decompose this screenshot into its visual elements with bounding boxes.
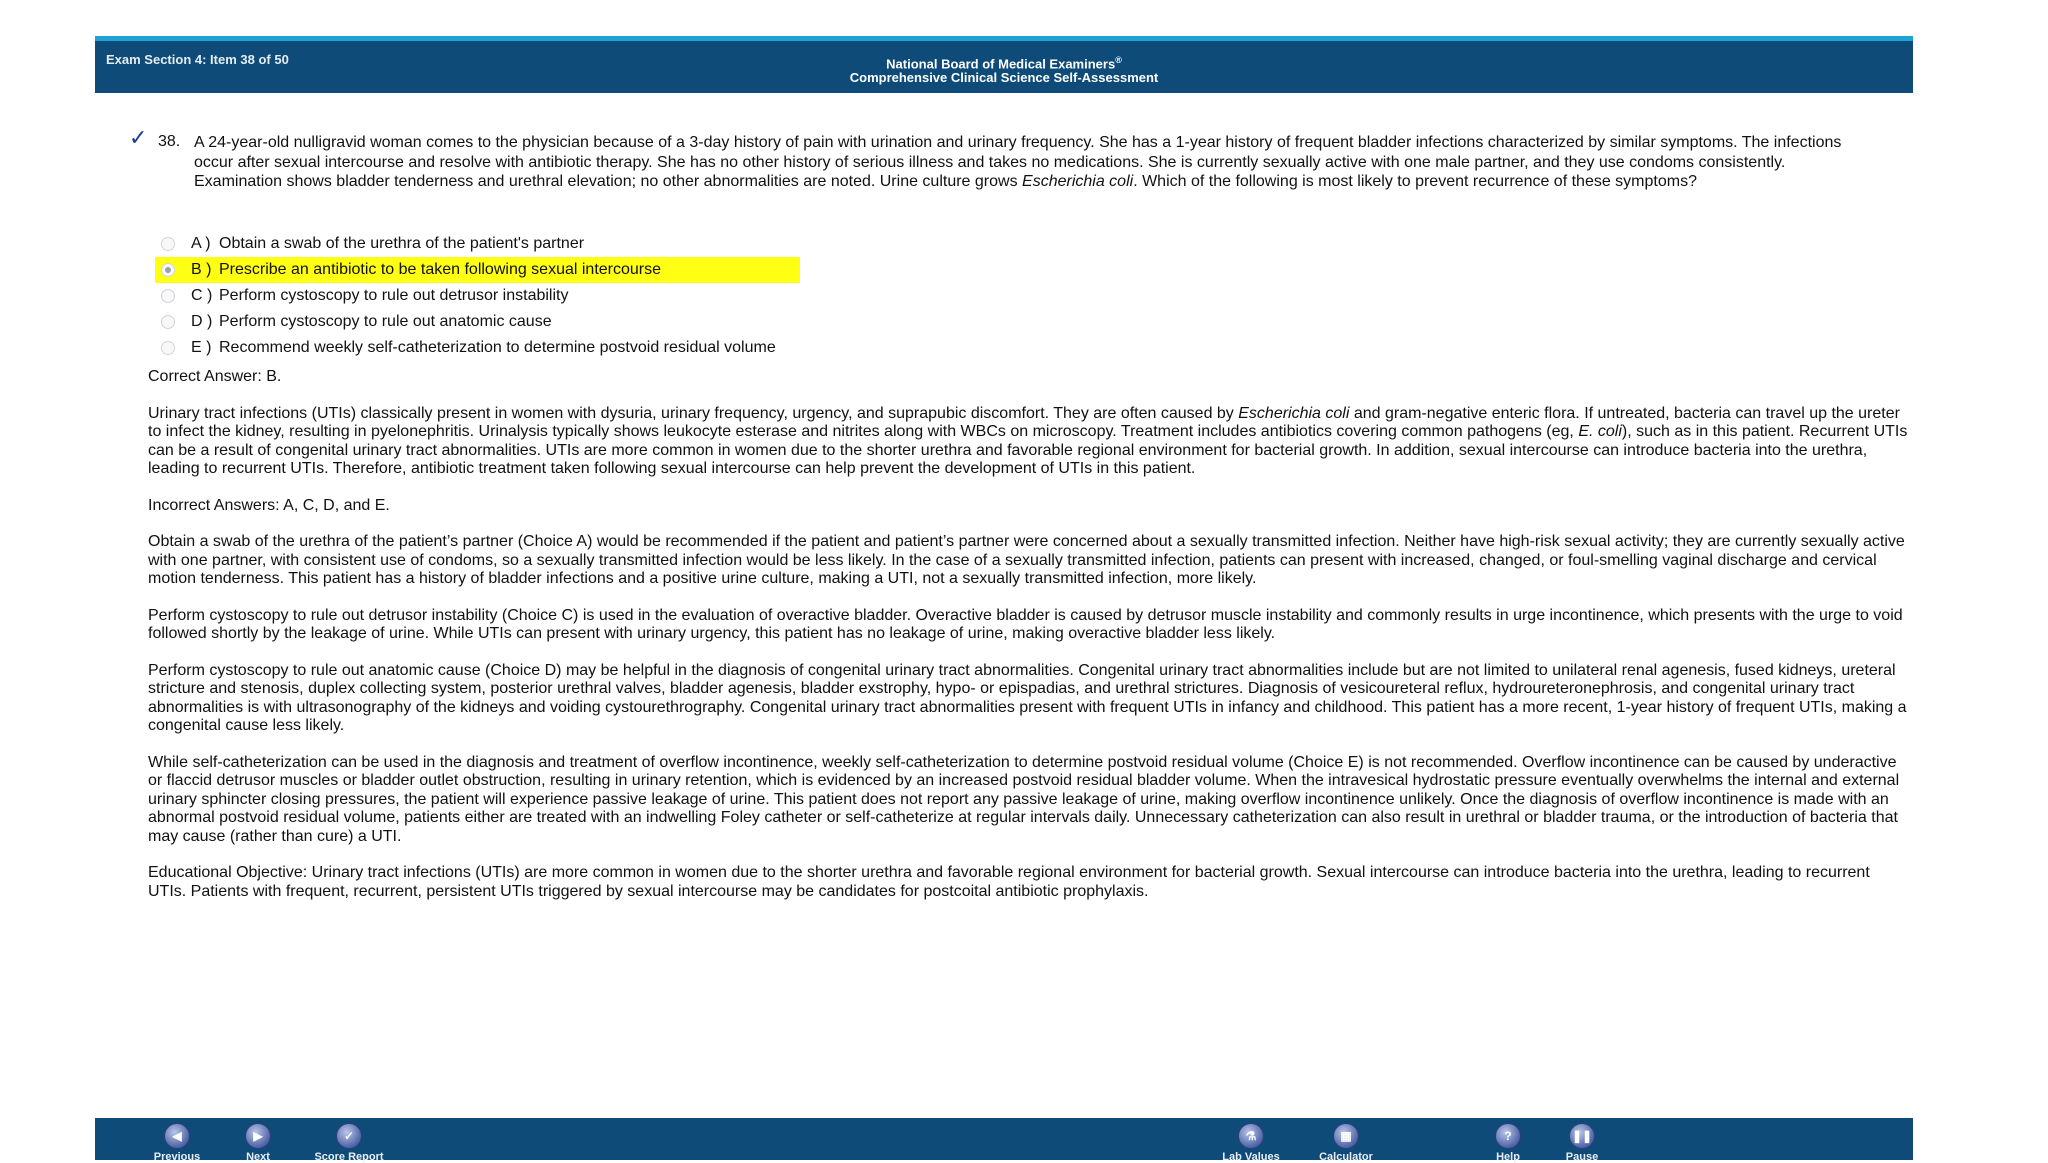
stem-text: A 24-year-old nulligravid woman comes to the physician because of a 3-day history of pain with urination and urinary frequency. She has a 1-year history of frequent bladder infections characterized by similar symptoms. The infections occur after sexual intercourse and resolve with antibiotic therapy. She has no other history of serious illness and takes no medications. She is currently sexually active with one male partner, and they use condoms consistently. Examination shows bladder tenderness and urethral elevation; no other abnormalities are noted. Urine culture grows <box>194 134 1842 190</box>
lab-values-label: Lab Values <box>1222 1151 1280 1163</box>
choice-letter: D ) <box>191 313 213 330</box>
choice-a-explanation: Obtain a swab of the urethra of the patient’s partner (Choice A) would be recommended if the patient and patient’s partner were concerned about a sexually transmitted infection. Neither have high-risk sexual activity; they are currently sexually active with one partner, with consistent use of condoms, so a sexually transmitted infection would be less likely. In the case of a sexually transmitted infection, patients can present with increased, changed, or foul-smelling vaginal discharge and cervical motion tenderness. This patient has a history of bladder infections and a positive urine culture, making a UTI, not a sexually transmitted infection, more likely. <box>148 533 1905 587</box>
previous-label: Previous <box>153 1151 201 1163</box>
exam-header <box>95 36 1913 93</box>
pause-button[interactable] <box>1542 1123 1622 1163</box>
question-number: 38. <box>158 133 181 150</box>
explanation-text: ), such as in this patient. Recurrent UTIs can be a result of congenital urinary tract abnormalities. UTIs are more common in women due to the shorter urethra and favorable regional environment for bacterial growth. In addition, sexual intercourse can introduce bacteria into the urethra, leading to recurrent UTIs. Therefore, antibiotic treatment taken following sexual intercourse can help prevent the development of UTIs in this patient. <box>148 423 1908 477</box>
next-label: Next <box>246 1151 270 1163</box>
choice-letter: A ) <box>191 235 211 252</box>
organism-abbrev: E. coli <box>1578 423 1622 440</box>
incorrect-answers: Incorrect Answers: A, C, D, and E. <box>148 496 390 514</box>
choice-e-explanation: While self-catheterization can be used in the diagnosis and treatment of overflow incontinence, weekly self-catheterization to determine postvoid residual volume (Choice E) is not recommended. Overflow incontinence can be caused by underactive or flaccid detrusor muscles or bladder outlet obstruction, resulting in urinary retention, which is evidenced by an increased postvoid residual bladder volume. When the intravesical hydrostatic pressure eventually overwhelms the internal and external urinary sphincter closing pressures, the patient will experience passive leakage of urine. This patient does not report any passive leakage of urine, making overflow incontinence unlikely. Once the diagnosis of overflow incontinence is made with an abnormal postvoid residual volume, patients either are treated with an indwelling Foley catheter or self-catheterize at regular intervals daily. Unnecessary catheterization can also result in urethral or bladder trauma, or the introduction of bacteria that may cause (rather than cure) a UTI. <box>148 753 1900 845</box>
board-title <box>95 53 1913 71</box>
choice-e[interactable] <box>155 335 915 361</box>
flask-icon: ⚗ <box>1238 1123 1264 1149</box>
organism-name: Escherichia coli <box>1238 404 1350 422</box>
calculator-button[interactable] <box>1306 1123 1386 1163</box>
radio-a[interactable] <box>161 237 175 251</box>
choice-text: Prescribe an antibiotic to be taken following sexual intercourse <box>219 261 662 278</box>
help-button[interactable] <box>1468 1123 1548 1163</box>
score-report-button[interactable] <box>309 1123 389 1163</box>
choice-letter: E ) <box>191 339 212 356</box>
board-name: National Board of Medical Examiners <box>886 56 1116 72</box>
choice-a[interactable] <box>155 231 915 257</box>
registered-mark: ® <box>1115 55 1122 65</box>
calculator-icon: ▦ <box>1333 1123 1359 1149</box>
arrow-right-icon: ▶ <box>245 1123 271 1149</box>
check-icon: ✓ <box>336 1123 362 1149</box>
choice-c[interactable] <box>155 283 915 309</box>
explanation-text: Urinary tract infections (UTIs) classically present in women with dysuria, urinary frequency, urgency, and suprapubic discomfort. They are often caused by <box>148 404 1239 422</box>
arrow-left-icon: ◀ <box>164 1123 190 1149</box>
score-report-label: Score Report <box>314 1151 384 1163</box>
section-indicator: Exam Section 4: Item 38 of 50 <box>106 52 289 67</box>
radio-b[interactable] <box>161 263 175 277</box>
next-button[interactable] <box>218 1123 298 1163</box>
correct-answer: Correct Answer: B. <box>148 368 282 385</box>
question-stem <box>194 133 1874 192</box>
choice-letter: B ) <box>191 261 212 278</box>
previous-button[interactable] <box>137 1123 217 1163</box>
navigation-bar <box>95 1118 1913 1163</box>
header-titles <box>95 53 1913 85</box>
choice-text: Perform cystoscopy to rule out detrusor instability <box>219 287 569 304</box>
radio-d[interactable] <box>161 315 175 329</box>
explanation <box>148 368 1908 919</box>
choice-text: Perform cystoscopy to rule out anatomic cause <box>219 313 552 330</box>
answered-check-icon: ✓ <box>129 125 148 150</box>
calculator-label: Calculator <box>1319 1151 1373 1163</box>
choice-d-explanation: Perform cystoscopy to rule out anatomic cause (Choice D) may be helpful in the diagnosis of congenital urinary tract abnormalities. Congenital urinary tract abnormalities include but are not limited to unilateral renal agenesis, fused kidneys, ureteral stricture and stenosis, duplex collecting system, posterior urethral valves, bladder agenesis, bladder exstrophy, hypo- or epispadias, and urethral strictures. Diagnosis of vesicoureteral reflux, hydroureteronephrosis, and congenital urinary tract abnormalities is with ultrasonography of the kidneys and voiding cystourethrography. Congenital urinary tract abnormalities present with frequent UTIs in infancy and childhood. This patient has a more recent, 1-year history of frequent UTIs, making a congenital cause less likely. <box>148 661 1907 734</box>
help-label: Help <box>1496 1151 1520 1163</box>
question-icon: ? <box>1495 1123 1521 1149</box>
choice-b[interactable] <box>155 257 800 283</box>
choice-c-explanation: Perform cystoscopy to rule out detrusor instability (Choice C) is used in the evaluation of overactive bladder. Overactive bladder is caused by detrusor muscle instability and commonly results in urge incontinence, which presents with the urge to void followed shortly by the leakage of urine. While UTIs can present with urinary urgency, this patient has no leakage of urine, making overactive bladder less likely. <box>148 606 1903 642</box>
stem-question: . Which of the following is most likely to prevent recurrence of these symptoms? <box>1133 173 1697 190</box>
choice-text: Recommend weekly self-catheterization to determine postvoid residual volume <box>219 339 776 356</box>
pause-icon: ❚❚ <box>1569 1123 1595 1149</box>
pause-label: Pause <box>1565 1151 1599 1163</box>
radio-e[interactable] <box>161 341 175 355</box>
choice-d[interactable] <box>155 309 915 335</box>
exam-title: Comprehensive Clinical Science Self-Assessment <box>849 70 1159 86</box>
radio-c[interactable] <box>161 289 175 303</box>
explanation-text: and gram-negative enteric flora. If untreated, bacteria can travel up the ureter to infect the kidney, resulting in pyelonephritis. Urinalysis typically shows leukocyte esterase and nitrites along with WBCs on microscopy. Treatment includes antibiotics covering common pathogens (eg, <box>148 404 1900 440</box>
choice-letter: C ) <box>191 287 213 304</box>
choice-text: Obtain a swab of the urethra of the patient's partner <box>219 235 585 252</box>
lab-values-button[interactable] <box>1211 1123 1291 1163</box>
stem-organism: Escherichia coli <box>1022 173 1134 190</box>
educational-objective: Educational Objective: Urinary tract infections (UTIs) are more common in women due to the shorter urethra and favorable regional environment for bacterial growth. Sexual intercourse can introduce bacteria into the urethra, leading to recurrent UTIs. Patients with frequent, recurrent, persistent UTIs triggered by sexual intercourse may be candidates for postcoital antibiotic prophylaxis. <box>148 864 1870 900</box>
explanation-paragraph <box>148 405 1908 479</box>
answer-choices <box>155 231 915 361</box>
